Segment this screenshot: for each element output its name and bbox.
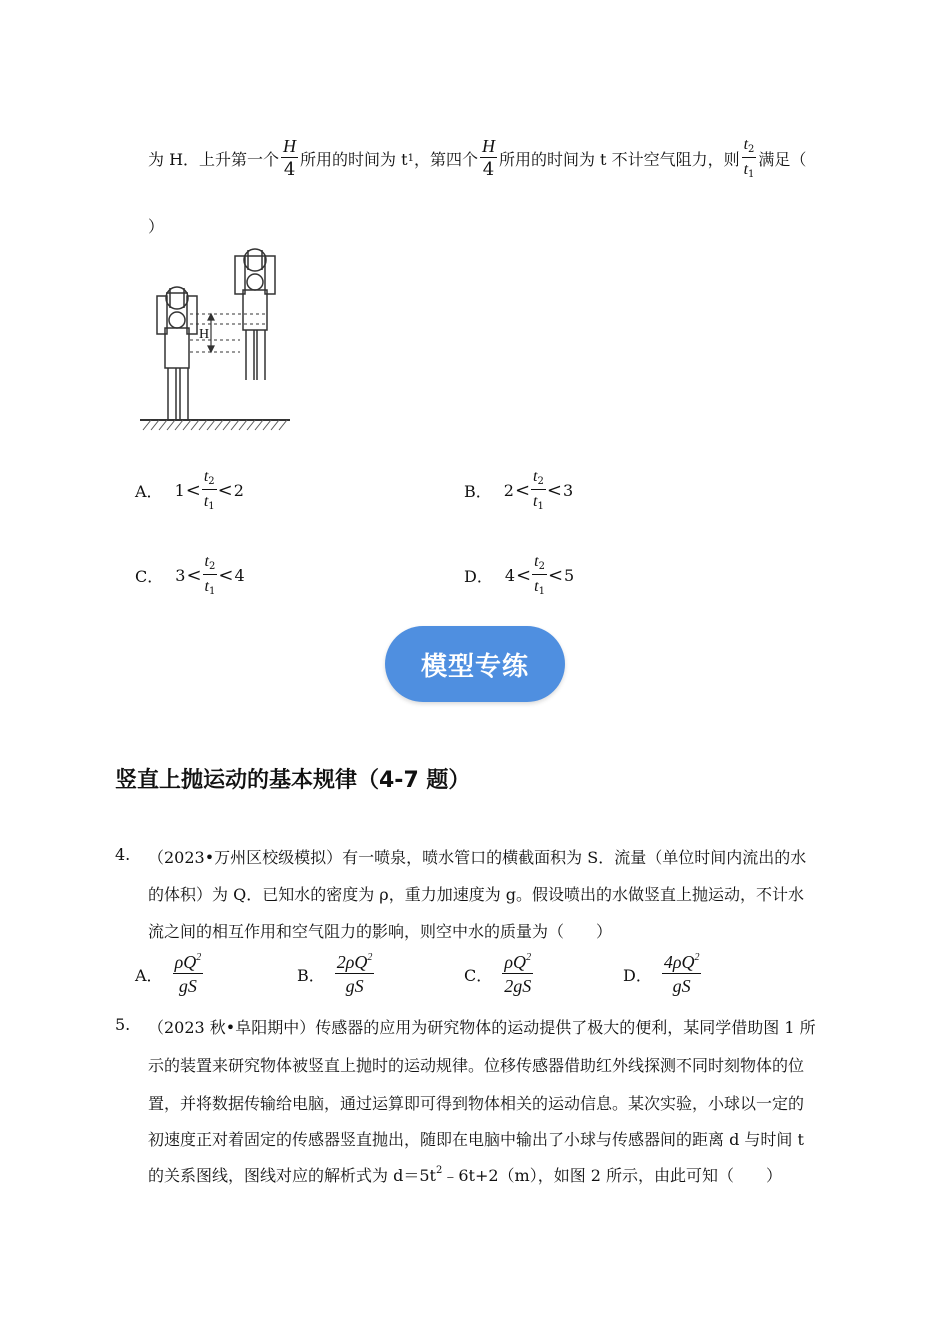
- q4-line3: 流之间的相互作用和空气阻力的影响，则空中水的质量为（ ）: [148, 922, 613, 941]
- option-high: 3: [562, 480, 574, 500]
- num-sup: 2: [526, 952, 532, 963]
- fraction-denominator: gS: [672, 976, 691, 996]
- option-low: 1: [174, 480, 185, 500]
- height-label: H: [199, 327, 210, 342]
- less-than: <: [185, 479, 201, 501]
- option-fraction: [335, 953, 375, 995]
- model-practice-banner: 模型专练: [385, 626, 565, 702]
- q5-number: 5.: [115, 1015, 131, 1034]
- q3-stem-line1: [148, 136, 806, 180]
- fraction-denominator: 4: [283, 159, 296, 180]
- option-label: D．: [623, 965, 652, 985]
- option-fraction: [662, 953, 702, 995]
- fraction-denominator: 2gS: [504, 976, 532, 996]
- t-sub: 2: [537, 476, 544, 487]
- q3-option-d[interactable]: [464, 553, 574, 597]
- t-var: t: [533, 493, 538, 510]
- option-low: 3: [175, 565, 186, 585]
- q5-line4: 初速度正对着固定的传感器竖直抛出，随即在电脑中输出了小球与传感器间的距离 d 与时间 t: [148, 1130, 804, 1149]
- fraction-numerator: [173, 953, 204, 974]
- fraction-t2-over-t1: [202, 468, 217, 512]
- q5-line1: （2023 秋•阜阳期中）传感器的应用为研究物体的运动提供了极大的便利，某同学借助图 1 所: [148, 1018, 816, 1037]
- fraction-t2-over-t1: [531, 468, 546, 512]
- less-than: <: [514, 479, 531, 501]
- t-var: t: [204, 578, 209, 595]
- less-than: <: [186, 564, 202, 586]
- q5-line5-a: 的关系图线，图线对应的解析式为 d＝5t: [148, 1166, 436, 1185]
- fraction-denominator: gS: [345, 976, 364, 996]
- t-var: t: [203, 493, 209, 510]
- fraction-t2-over-t1: [742, 136, 757, 180]
- option-high: 4: [234, 565, 245, 585]
- option-label: D．: [464, 566, 493, 586]
- q5-line3: 置，并将数据传输给电脑，通过运算即可得到物体相关的运动信息。某次实验，小球以一定的: [148, 1094, 805, 1113]
- q3-text-b: 所用的时间为 t: [300, 149, 408, 169]
- num-sup: 2: [694, 952, 700, 963]
- fraction-t2-over-t1: [532, 553, 547, 597]
- fraction-denominator: [742, 158, 757, 180]
- fraction-numerator: [742, 136, 757, 158]
- num-text: 4ρQ: [663, 952, 695, 972]
- t-sub: 2: [538, 561, 545, 572]
- q4-line1: （2023•万州区校级模拟）有一喷泉，喷水管口的横截面积为 S．流量（单位时间内流出的水: [148, 848, 807, 867]
- option-high: 5: [564, 565, 575, 585]
- t-var: t: [534, 578, 539, 595]
- t-var: t: [203, 468, 209, 485]
- basketball-jump-figure: [135, 248, 295, 438]
- q5-line2: 示的装置来研究物体被竖直上抛时的运动规律。位移传感器借助红外线探测不同时刻物体的位: [148, 1056, 805, 1075]
- option-label: A．: [135, 965, 163, 985]
- t-sub: 1: [537, 501, 544, 512]
- q3-option-b[interactable]: [464, 468, 573, 512]
- q3-sub-b: 1: [407, 152, 414, 164]
- q4-option-b[interactable]: [297, 953, 374, 995]
- q3-text-d: 所用的时间为 t 不计空气阻力，则: [498, 149, 740, 169]
- num-sup: 2: [367, 952, 373, 963]
- t-var: t: [743, 136, 749, 153]
- q4-option-a[interactable]: [135, 953, 203, 995]
- q5-line5: [148, 1163, 782, 1186]
- fraction-numerator: [502, 953, 533, 974]
- q5-line5-sup: 2: [435, 1165, 443, 1176]
- option-low: 4: [504, 565, 516, 585]
- less-than: <: [547, 564, 564, 586]
- t-sub: 1: [208, 586, 216, 597]
- q3-option-a[interactable]: [135, 468, 244, 512]
- t-sub: 2: [208, 476, 215, 487]
- num-sup: 2: [196, 952, 202, 963]
- num-text: ρQ: [504, 952, 527, 972]
- q4-option-d[interactable]: [623, 953, 701, 995]
- fraction-t2-over-t1: [203, 553, 218, 597]
- q4-option-c[interactable]: [464, 953, 533, 995]
- option-high: 2: [233, 480, 244, 500]
- option-label: B．: [464, 481, 492, 501]
- q4-line2: 的体积）为 Q．已知水的密度为 ρ，重力加速度为 g。假设喷出的水做竖直上抛运动，不计水: [148, 885, 805, 904]
- option-label: B．: [297, 965, 325, 985]
- option-fraction: [173, 953, 204, 995]
- q5-line5-b: ﹣6t+2（m），如图 2 所示，由此可知（ ）: [442, 1166, 783, 1185]
- option-label: A．: [135, 481, 163, 501]
- t-var: t: [204, 553, 209, 570]
- option-low: 2: [503, 480, 514, 500]
- t-sub: 2: [208, 561, 216, 572]
- player-standing: [157, 287, 197, 420]
- less-than: <: [218, 564, 234, 586]
- t-sub: 1: [208, 501, 215, 512]
- less-than: <: [516, 564, 532, 586]
- option-label: C．: [135, 566, 164, 586]
- fraction-h-over-4-second: [480, 137, 497, 179]
- q3-text-e: 满足（: [758, 149, 807, 169]
- less-than: <: [217, 479, 233, 501]
- section-title: 竖直上抛运动的基本规律（4-7 题）: [115, 768, 471, 793]
- less-than: <: [546, 479, 562, 501]
- fraction-numerator: [662, 953, 702, 974]
- q3-text-a: 为 H．上升第一个: [148, 149, 280, 169]
- t-sub: 2: [748, 144, 755, 155]
- q3-text-c: ，第四个: [413, 149, 478, 169]
- t-sub: 1: [748, 169, 755, 180]
- t-var: t: [534, 553, 539, 570]
- t-var: t: [533, 468, 538, 485]
- num-text: 2ρQ: [336, 952, 368, 972]
- fraction-denominator: gS: [178, 976, 197, 996]
- q3-stem-line2: ）: [148, 217, 165, 236]
- fraction-numerator: H: [283, 136, 297, 156]
- fraction-denominator: 4: [482, 159, 495, 180]
- t-sub: 1: [538, 586, 545, 597]
- fraction-numerator: [335, 953, 375, 974]
- t-var: t: [743, 161, 749, 178]
- option-label: C．: [464, 965, 493, 985]
- q4-number: 4.: [115, 845, 131, 864]
- ground-hatch: [143, 420, 287, 430]
- option-fraction: [502, 953, 533, 995]
- fraction-h-over-4: [281, 137, 298, 179]
- q3-option-c[interactable]: [135, 553, 245, 597]
- fraction-numerator: H: [481, 136, 495, 156]
- num-text: ρQ: [174, 952, 197, 972]
